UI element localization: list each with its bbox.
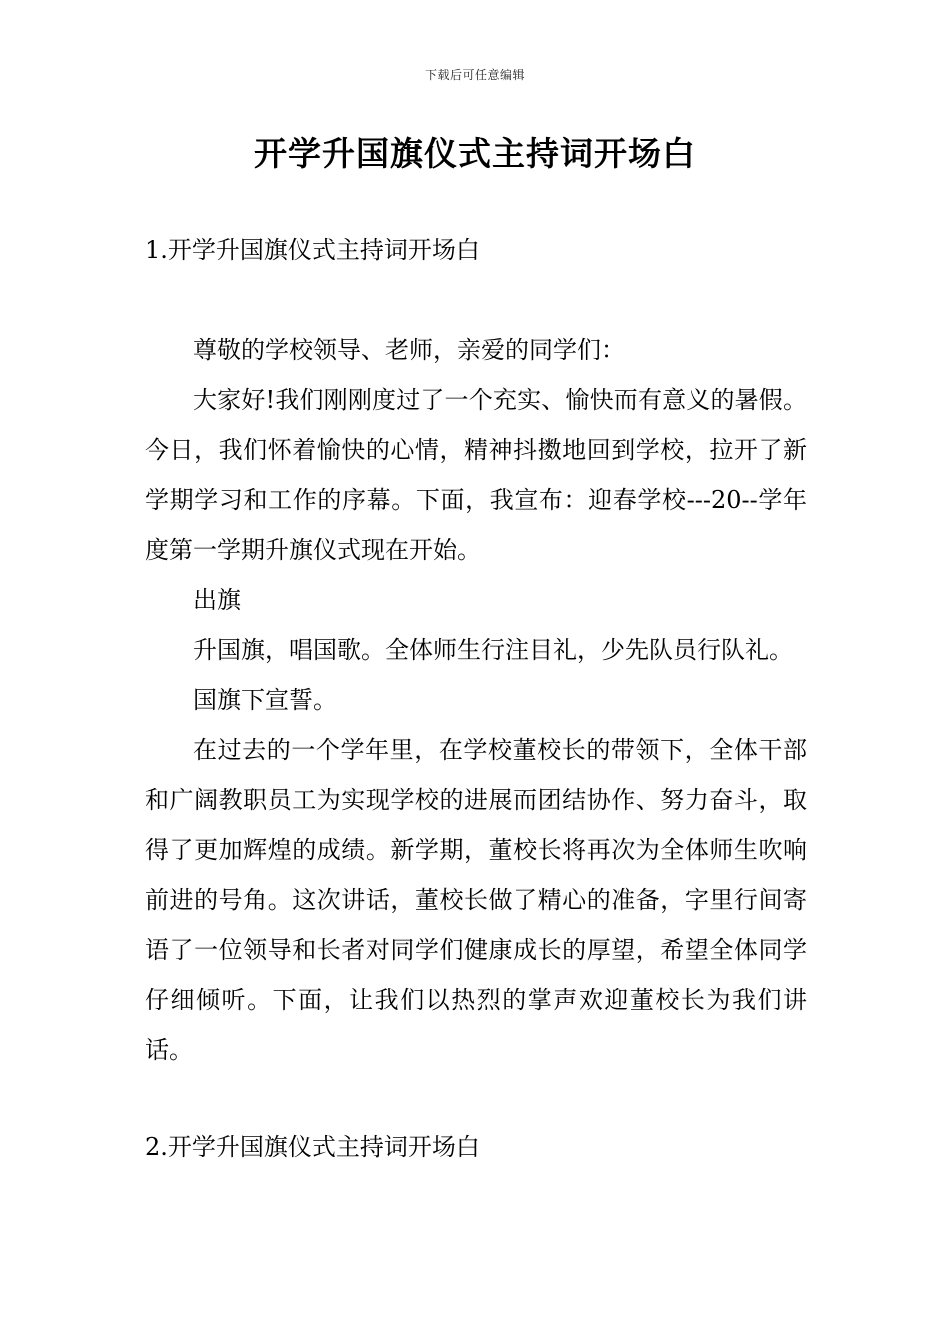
flag-raising-paragraph: 升国旗，唱国歌。全体师生行注目礼，少先队员行队礼。 [193, 636, 793, 664]
oath-paragraph: 国旗下宣誓。 [193, 686, 337, 714]
section-heading-1: 1.开学升国旗仪式主持词开场白 [145, 236, 480, 264]
flag-out-paragraph: 出旗 [193, 586, 241, 614]
section-1-body [145, 325, 807, 1075]
principal-intro-paragraph: 在过去的一个学年里，在学校董校长的带领下，全体干部和广阔教职员工为实现学校的进展而团结协作、努力奋斗，取得了更加辉煌的成绩。新学期，董校长将再次为全体师生吹响前进的号角。这次讲话，董校长做了精心的准备，字里行间寄语了一位领导和长者对同学们健康成长的厚望，希望全体同学仔细倾听。下面，让我们以热烈的掌声欢迎董校长为我们讲话。 [145, 736, 807, 1064]
opening-paragraph: 大家好!我们刚刚度过了一个充实、愉快而有意义的暑假。今日，我们怀着愉快的心情，精神抖擞地回到学校，拉开了新学期学习和工作的序幕。下面，我宣布：迎春学校---20--学年度第一学期升旗仪式现在开始。 [145, 386, 807, 564]
header-note: 下载后可任意编辑 [424, 68, 525, 82]
salutation-paragraph: 尊敬的学校领导、老师，亲爱的同学们： [193, 336, 625, 364]
section-heading-2: 2.开学升国旗仪式主持词开场白 [145, 1133, 480, 1161]
document-title: 开学升国旗仪式主持词开场白 [254, 134, 696, 173]
